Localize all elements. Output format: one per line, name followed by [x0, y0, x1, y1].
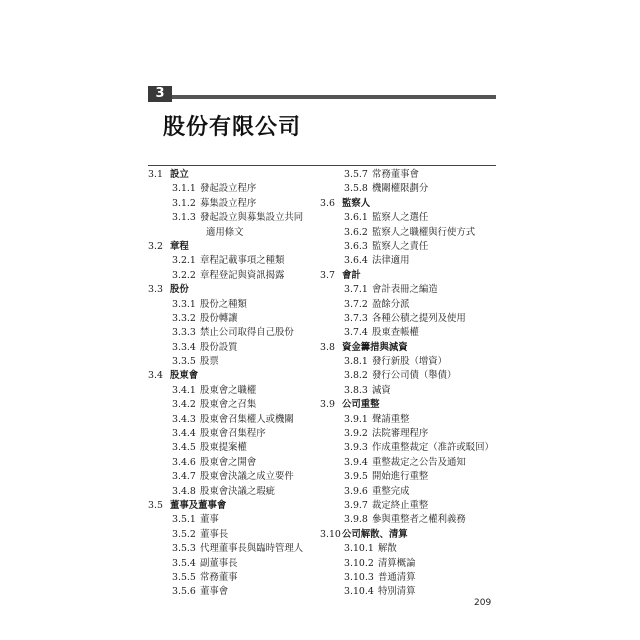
toc-section — [148, 168, 320, 182]
toc-entry-number: 3.5.2 — [172, 528, 196, 540]
toc-entry-number: 3.4.1 — [172, 384, 196, 396]
toc-section — [320, 197, 496, 211]
toc-entry-label: 裁定終止重整 — [372, 499, 429, 511]
toc-entry-number: 3.5.8 — [344, 183, 368, 195]
chapter-rule — [172, 95, 496, 99]
toc-entry — [148, 384, 320, 398]
toc-entry-number: 3.9.2 — [344, 428, 368, 440]
toc-entry — [320, 326, 496, 340]
toc-entry-number: 3.1.1 — [172, 183, 196, 195]
toc-entry — [148, 254, 320, 268]
toc-entry-number: 3.2 — [148, 240, 163, 252]
toc-top-rule-right — [320, 165, 496, 166]
toc-entry-number: 3.7.4 — [344, 327, 368, 339]
toc-entry-label: 股份之種類 — [200, 298, 247, 310]
toc-entry-number: 3.9 — [320, 399, 335, 411]
toc-entry-number: 3.3.4 — [172, 341, 196, 353]
toc-column-left — [148, 168, 320, 600]
toc-entry — [148, 355, 320, 369]
toc-entry — [148, 226, 320, 240]
toc-entry — [320, 542, 496, 556]
toc-entry-number: 3.2.2 — [172, 269, 196, 281]
toc-entry-number: 3.1.2 — [172, 197, 196, 209]
toc-entry — [320, 211, 496, 225]
toc-entry-label: 股東會決議之成立要件 — [200, 471, 294, 483]
toc-entry-number: 3.3.1 — [172, 298, 196, 310]
toc-entry-number: 3.7 — [320, 269, 335, 281]
toc-entry-label: 公司重整 — [342, 399, 380, 411]
toc-entry — [320, 168, 496, 182]
toc-entry-label: 章程 — [170, 240, 189, 252]
toc-section — [148, 499, 320, 513]
toc-entry — [148, 182, 320, 196]
toc-entry — [320, 254, 496, 268]
toc-entry — [320, 441, 496, 455]
toc-entry-label: 聲請重整 — [372, 413, 410, 425]
toc-entry — [320, 240, 496, 254]
toc-entry-number: 3.10.3 — [344, 571, 374, 583]
toc-entry-number: 3.4.3 — [172, 413, 196, 425]
toc-entry-label: 適用條文 — [206, 226, 244, 238]
toc-entry-label: 減資 — [372, 384, 391, 396]
toc-entry — [148, 269, 320, 283]
toc-entry — [148, 427, 320, 441]
toc-entry — [320, 312, 496, 326]
toc-entry-number: 3.5 — [148, 499, 163, 511]
toc-entry-label: 董事會 — [200, 586, 229, 598]
toc-entry-label: 發起設立程序 — [200, 183, 257, 195]
toc-entry-label: 股票 — [200, 356, 219, 368]
toc-entry-number: 3.6.1 — [344, 212, 368, 224]
toc-entry-label: 章程登記與資訊揭露 — [200, 269, 285, 281]
toc-entry-number: 3.9.1 — [344, 413, 368, 425]
toc-entry-label: 股東會決議之瑕疵 — [200, 485, 276, 497]
toc-entry-label: 監察人之選任 — [372, 212, 429, 224]
toc-entry-label: 股份設質 — [200, 341, 238, 353]
toc-entry — [148, 542, 320, 556]
toc-entry-number: 3.8.2 — [344, 370, 368, 382]
toc-entry-number: 3.3 — [148, 284, 163, 296]
toc-entry-number: 3.8 — [320, 341, 335, 353]
toc-entry-number: 3.3.2 — [172, 312, 196, 324]
toc-entry-number: 3.10.2 — [344, 557, 374, 569]
toc-entry-number: 3.7.2 — [344, 298, 368, 310]
toc-entry-label: 發行公司債（舉債） — [372, 370, 457, 382]
toc-entry-label: 作成重整裁定（准許或駁回） — [372, 442, 494, 454]
toc-entry-label: 代理董事長與臨時管理人 — [200, 543, 304, 555]
toc-entry-number: 3.9.6 — [344, 485, 368, 497]
toc-entry-number: 3.4 — [148, 370, 163, 382]
toc-entry-number: 3.3.5 — [172, 356, 196, 368]
toc-section — [148, 369, 320, 383]
toc-entry — [148, 398, 320, 412]
toc-section — [320, 398, 496, 412]
toc-entry-number: 3.2.1 — [172, 255, 196, 267]
toc-entry — [320, 384, 496, 398]
toc-entry-label: 法律適用 — [372, 255, 410, 267]
toc-entry-number: 3.9.5 — [344, 471, 368, 483]
toc-entry-label: 章程記載事項之種類 — [200, 255, 285, 267]
toc-entry-number: 3.5.5 — [172, 571, 196, 583]
toc-entry-label: 普通清算 — [378, 571, 416, 583]
toc-entry-label: 清算概論 — [378, 557, 416, 569]
toc-entry-number: 3.4.4 — [172, 428, 196, 440]
toc-entry-number: 3.9.7 — [344, 499, 368, 511]
toc-entry — [148, 341, 320, 355]
toc-entry-number: 3.6.2 — [344, 226, 368, 238]
toc-entry-label: 股東會召集程序 — [200, 428, 266, 440]
toc-entry-label: 法院審理程序 — [372, 428, 429, 440]
toc-entry-label: 監察人 — [342, 197, 371, 209]
toc-entry-number: 3.8.3 — [344, 384, 368, 396]
toc-entry — [148, 298, 320, 312]
toc-entry-number: 3.5.7 — [344, 169, 368, 180]
toc-entry-number: 3.1.3 — [172, 212, 196, 224]
toc-entry-label: 參與重整者之權利義務 — [372, 514, 466, 526]
toc-entry-label: 股份轉讓 — [200, 312, 238, 324]
toc-entry-label: 股東會之職權 — [200, 384, 257, 396]
toc-entry-number: 3.9.8 — [344, 514, 368, 526]
toc-section — [320, 269, 496, 283]
toc-entry-label: 設立 — [170, 169, 189, 180]
toc-entry-number: 3.4.5 — [172, 442, 196, 454]
toc-entry-number: 3.9.4 — [344, 456, 368, 468]
toc-entry-label: 開始進行重整 — [372, 471, 429, 483]
toc-entry-label: 特別清算 — [378, 586, 416, 598]
toc-entry — [148, 312, 320, 326]
toc-entry-label: 股東會召集權人或機關 — [200, 413, 294, 425]
toc-entry-label: 解散 — [378, 543, 397, 555]
toc-top-rule-left — [148, 165, 320, 166]
toc-entry-number: 3.6.4 — [344, 255, 368, 267]
toc-entry-number: 3.8.1 — [344, 356, 368, 368]
toc-entry-label: 機關權限劃分 — [372, 183, 429, 195]
toc-section — [148, 240, 320, 254]
toc-entry — [148, 470, 320, 484]
toc-entry-label: 股東會 — [170, 370, 199, 382]
toc-entry-number: 3.7.1 — [344, 284, 368, 296]
toc-entry-label: 監察人之職權與行使方式 — [372, 226, 476, 238]
toc-entry — [320, 571, 496, 585]
toc-entry-label: 盈餘分派 — [372, 298, 410, 310]
toc-entry-label: 公司解散、清算 — [342, 528, 408, 540]
toc-entry — [148, 557, 320, 571]
toc-entry — [148, 571, 320, 585]
toc-entry-number: 3.3.3 — [172, 327, 196, 339]
toc-entry — [320, 369, 496, 383]
toc-entry — [148, 413, 320, 427]
toc-entry-number: 3.9.3 — [344, 442, 368, 454]
page-number: 209 — [474, 598, 492, 608]
toc-entry — [320, 413, 496, 427]
toc-entry-label: 資金籌措與減資 — [342, 341, 408, 353]
toc-entry — [148, 485, 320, 499]
toc-entry — [320, 499, 496, 513]
toc-entry-number: 3.1 — [148, 169, 163, 180]
toc-column-right — [320, 168, 496, 600]
toc-entry-number: 3.4.7 — [172, 471, 196, 483]
toc-entry — [148, 326, 320, 340]
toc-entry — [148, 441, 320, 455]
toc-entry — [320, 298, 496, 312]
toc-entry-number: 3.4.2 — [172, 399, 196, 411]
toc-entry-label: 董事 — [200, 514, 219, 526]
toc-entry-number: 3.6.3 — [344, 240, 368, 252]
toc-entry — [148, 211, 320, 225]
toc-entry-label: 常務董事 — [200, 571, 238, 583]
toc-entry — [148, 197, 320, 211]
chapter-header-bar — [148, 86, 496, 102]
toc-entry-label: 副董事長 — [200, 557, 238, 569]
toc-entry-label: 監察人之責任 — [372, 240, 429, 252]
toc-entry-number: 3.5.1 — [172, 514, 196, 526]
toc-entry — [148, 513, 320, 527]
toc-entry-label: 發行新股（增資） — [372, 356, 448, 368]
toc-entry-label: 禁止公司取得自己股份 — [200, 327, 294, 339]
toc-entry-number: 3.5.3 — [172, 543, 196, 555]
toc-entry — [320, 485, 496, 499]
toc-entry — [148, 585, 320, 599]
toc-entry-label: 會計表冊之編造 — [372, 284, 438, 296]
toc-entry-number: 3.4.8 — [172, 485, 196, 497]
toc-entry — [320, 355, 496, 369]
toc-entry — [320, 470, 496, 484]
toc-section — [320, 341, 496, 355]
toc-entry-label: 股東會之召集 — [200, 399, 257, 411]
toc-entry-label: 董事及董事會 — [170, 499, 227, 511]
toc-entry-label: 股東提案權 — [200, 442, 247, 454]
toc-entry-number: 3.5.4 — [172, 557, 196, 569]
toc-entry-label: 各種公積之提列及使用 — [372, 312, 466, 324]
toc-entry-number: 3.4.6 — [172, 456, 196, 468]
toc-entry — [320, 557, 496, 571]
toc-entry-number: 3.10.1 — [344, 543, 374, 555]
toc-entry — [320, 513, 496, 527]
toc-entry — [148, 456, 320, 470]
chapter-number: 3 — [148, 86, 172, 102]
toc-entry — [320, 283, 496, 297]
toc-entry-label: 重整完成 — [372, 485, 410, 497]
toc-entry-number: 3.7.3 — [344, 312, 368, 324]
toc-entry-label: 募集設立程序 — [200, 197, 257, 209]
chapter-title: 股份有限公司 — [163, 115, 302, 140]
toc-entry-label: 董事長 — [200, 528, 229, 540]
toc-entry — [320, 226, 496, 240]
toc-entry-label: 股東會之開會 — [200, 456, 257, 468]
toc-entry-number: 3.10.4 — [344, 586, 374, 598]
toc-entry — [320, 585, 496, 599]
toc-entry — [320, 182, 496, 196]
toc-entry — [148, 528, 320, 542]
toc-entry-label: 發起設立與募集設立共同 — [200, 212, 304, 224]
toc-entry-label: 會計 — [342, 269, 361, 281]
toc-entry-number: 3.5.6 — [172, 586, 196, 598]
toc-entry-label: 股份 — [170, 284, 189, 296]
toc-section — [148, 283, 320, 297]
toc-entry-number: 3.10 — [320, 528, 341, 540]
toc-entry — [320, 427, 496, 441]
toc-entry — [320, 456, 496, 470]
toc-entry-number: 3.6 — [320, 197, 335, 209]
toc-entry-label: 重整裁定之公告及通知 — [372, 456, 466, 468]
toc-entry-label: 股東查帳權 — [372, 327, 419, 339]
toc-entry-label: 常務董事會 — [372, 169, 419, 180]
toc-section — [320, 528, 496, 542]
